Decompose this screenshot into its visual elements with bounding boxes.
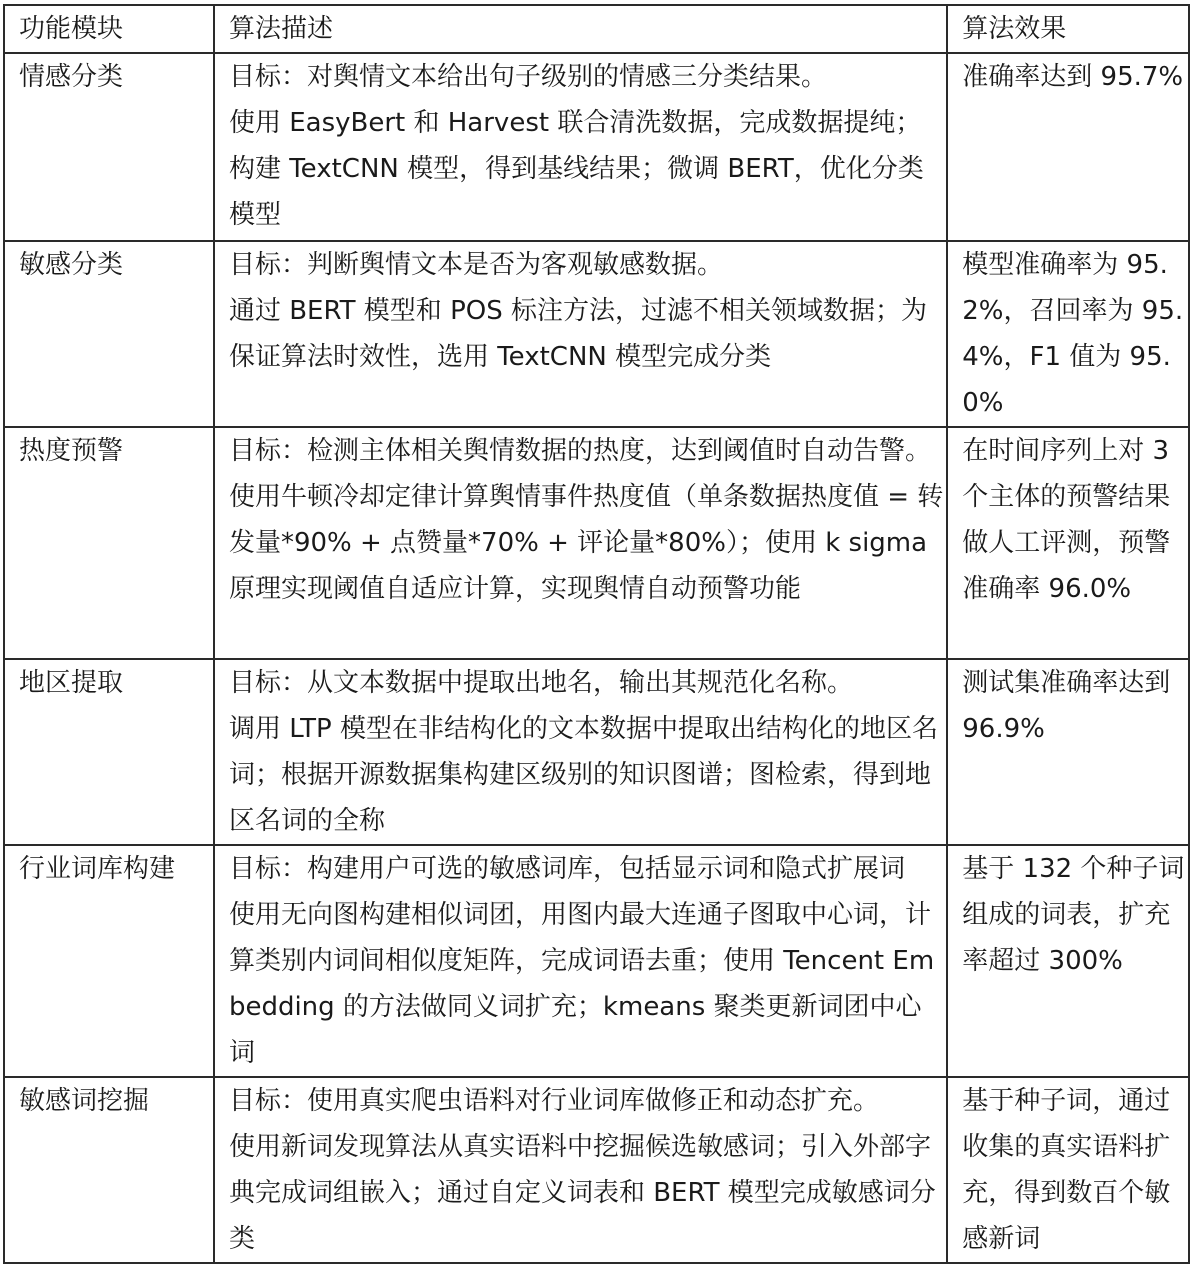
effect-cell: 基于种子词，通过收集的真实语料扩充，得到数百个敏感新词 — [947, 1077, 1189, 1263]
table-row — [4, 241, 1189, 427]
module-cell: 行业词库构建 — [4, 845, 214, 1077]
header-description: 算法描述 — [214, 5, 947, 53]
table-row — [4, 53, 1189, 241]
effect-cell: 基于 132 个种子词组成的词表，扩充率超过 300% — [947, 845, 1189, 1077]
description-goal: 目标：检测主体相关舆情数据的热度，达到阈值时自动告警。 — [228, 436, 931, 466]
table-row — [4, 1077, 1189, 1263]
description-goal: 目标：从文本数据中提取出地名，输出其规范化名称。 — [228, 668, 853, 698]
module-cell: 敏感词挖掘 — [4, 1077, 214, 1263]
module-cell: 热度预警 — [4, 427, 214, 659]
description-cell — [214, 845, 947, 1077]
header-effect: 算法效果 — [947, 5, 1189, 53]
header-module: 功能模块 — [4, 5, 214, 53]
algorithm-table — [3, 4, 1190, 1264]
module-cell: 情感分类 — [4, 53, 214, 241]
description-cell — [214, 1077, 947, 1263]
description-goal: 目标：对舆情文本给出句子级别的情感三分类结果。 — [228, 62, 827, 92]
module-cell: 地区提取 — [4, 659, 214, 845]
description-cell — [214, 659, 947, 845]
effect-cell: 准确率达到 95.7% — [947, 53, 1189, 241]
description-goal: 目标：使用真实爬虫语料对行业词库做修正和动态扩充。 — [228, 1086, 879, 1116]
table-row — [4, 427, 1189, 659]
table-row — [4, 659, 1189, 845]
table-row — [4, 845, 1189, 1077]
effect-cell: 测试集准确率达到 96.9% — [947, 659, 1189, 845]
description-method: 使用新词发现算法从真实语料中挖掘候选敏感词；引入外部字典完成词组嵌入；通过自定义词表和 BERT 模型完成敏感词分类 — [228, 1132, 936, 1254]
description-method: 使用牛顿冷却定律计算舆情事件热度值（单条数据热度值 = 转发量*90% + 点赞量*70% + 评论量*80%）；使用 k sigma 原理实现阈值自适应计算，实现舆情自动预警功能 — [228, 482, 944, 604]
description-method: 调用 LTP 模型在非结构化的文本数据中提取出结构化的地区名词；根据开源数据集构建区级别的知识图谱；图检索，得到地区名词的全称 — [228, 714, 938, 836]
module-cell: 敏感分类 — [4, 241, 214, 427]
description-method: 使用 EasyBert 和 Harvest 联合清洗数据，完成数据提纯；构建 TextCNN 模型，得到基线结果；微调 BERT，优化分类模型 — [228, 108, 924, 230]
description-method: 使用无向图构建相似词团，用图内最大连通子图取中心词，计算类别内词间相似度矩阵，完成词语去重；使用 Tencent Embedding 的方法做同义词扩充；kmeans 聚类更新词团中心词 — [228, 900, 935, 1068]
description-cell — [214, 241, 947, 427]
description-goal: 目标：构建用户可选的敏感词库，包括显示词和隐式扩展词 — [228, 854, 905, 884]
table-header-row — [4, 5, 1189, 53]
description-method: 通过 BERT 模型和 POS 标注方法，过滤不相关领域数据；为保证算法时效性，选用 TextCNN 模型完成分类 — [228, 296, 927, 372]
description-cell — [214, 427, 947, 659]
description-cell — [214, 53, 947, 241]
effect-cell: 模型准确率为 95.2%，召回率为 95.4%，F1 值为 95.0% — [947, 241, 1189, 427]
effect-cell: 在时间序列上对 3 个主体的预警结果做人工评测，预警准确率 96.0% — [947, 427, 1189, 659]
description-goal: 目标：判断舆情文本是否为客观敏感数据。 — [228, 250, 723, 280]
